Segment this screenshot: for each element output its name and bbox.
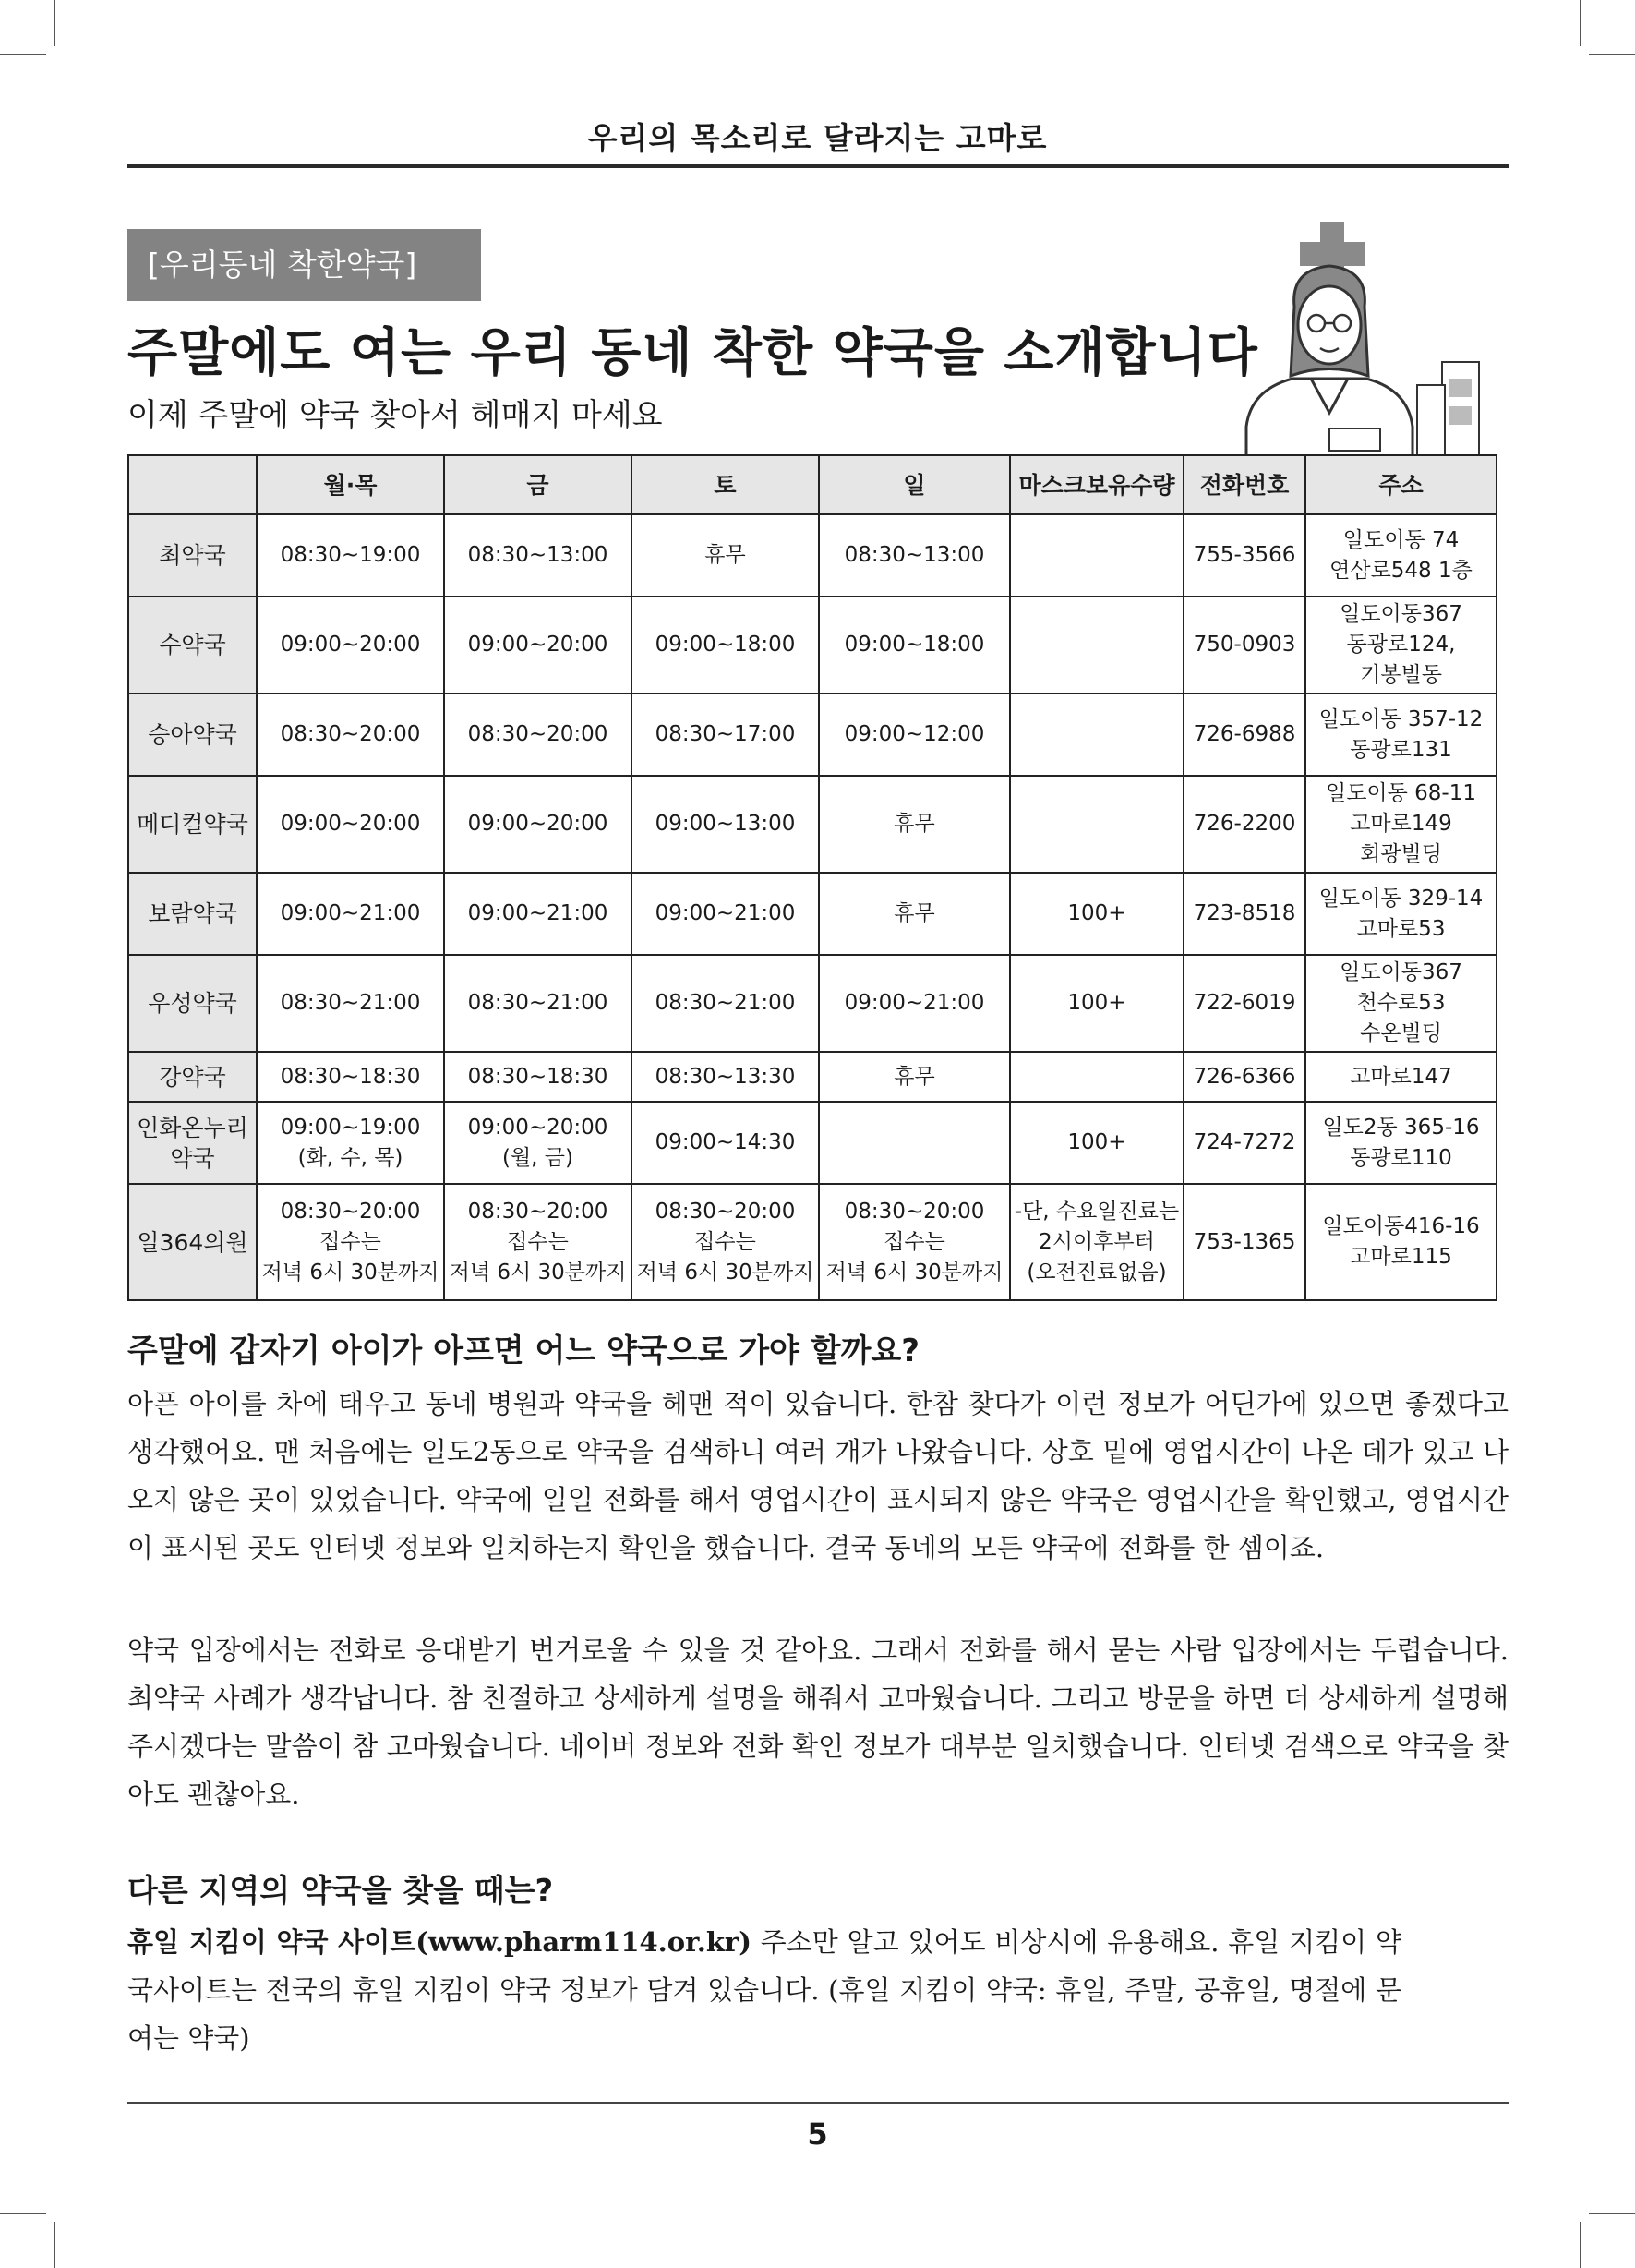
hours-mon-thu: 08:30~20:00 (257, 694, 444, 776)
hours-sat: 휴무 (631, 514, 819, 597)
hours-fri: 09:00~21:00 (444, 873, 631, 955)
hours-sat: 09:00~18:00 (631, 597, 819, 694)
pharmacy-name: 승아약국 (128, 694, 257, 776)
table-header-cell: 마스크보유수량 (1010, 455, 1184, 514)
section-heading: 다른 지역의 약국을 찾을 때는? (127, 1873, 554, 1910)
table-header-cell: 전화번호 (1184, 455, 1305, 514)
hours-mon-thu: 09:00~19:00 (화, 수, 목) (257, 1102, 444, 1184)
footer-rule (127, 2102, 1509, 2104)
address: 일도이동 357-12 동광로131 (1305, 694, 1497, 776)
crop-mark (0, 54, 46, 55)
table-row (128, 1052, 1497, 1102)
address: 일도이동 329-14 고마로53 (1305, 873, 1497, 955)
table-row (128, 776, 1497, 873)
table-row (128, 597, 1497, 694)
crop-mark (1580, 2222, 1581, 2268)
hours-sun: 09:00~18:00 (819, 597, 1010, 694)
mask-stock: 100+ (1010, 955, 1184, 1052)
hours-sun: 08:30~13:00 (819, 514, 1010, 597)
hours-sun: 휴무 (819, 776, 1010, 873)
mask-stock (1010, 1052, 1184, 1102)
hours-sun: 09:00~12:00 (819, 694, 1010, 776)
address: 고마로147 (1305, 1052, 1497, 1102)
address: 일도이동416-16 고마로115 (1305, 1184, 1497, 1300)
phone: 724-7272 (1184, 1102, 1305, 1184)
table-header-row (128, 455, 1497, 514)
hours-sat: 09:00~13:00 (631, 776, 819, 873)
table-row (128, 873, 1497, 955)
hours-sat: 09:00~21:00 (631, 873, 819, 955)
page-headline: 주말에도 여는 우리 동네 착한 약국을 소개합니다 (127, 323, 1258, 383)
pharmacy-name: 보람약국 (128, 873, 257, 955)
hours-sat: 08:30~21:00 (631, 955, 819, 1052)
table-row (128, 1102, 1497, 1184)
mask-stock (1010, 514, 1184, 597)
hours-fri: 08:30~18:30 (444, 1052, 631, 1102)
table-header-cell (128, 455, 257, 514)
pharmacy-name: 최약국 (128, 514, 257, 597)
table-row (128, 514, 1497, 597)
hours-sun (819, 1102, 1010, 1184)
mask-stock: -단, 수요일진료는 2시이후부터 (오전진료없음) (1010, 1184, 1184, 1300)
crop-mark (1589, 54, 1635, 55)
pharmacist-illustration-icon (1237, 214, 1505, 464)
pharmacy-table (127, 454, 1496, 1301)
address: 일도이동 68-11 고마로149 회광빌딩 (1305, 776, 1497, 873)
hours-fri: 08:30~20:00 (444, 694, 631, 776)
running-header: 우리의 목소리로 달라지는 고마로 (587, 120, 1048, 156)
crop-mark (1589, 2213, 1635, 2214)
phone: 722-6019 (1184, 955, 1305, 1052)
hours-fri: 08:30~21:00 (444, 955, 631, 1052)
hours-sat: 08:30~13:30 (631, 1052, 819, 1102)
pharmacy-name: 일364의원 (128, 1184, 257, 1300)
body-paragraph: 휴일 지킴이 약국 사이트(www.pharm114.or.kr) 주소만 알고 있어도 비상시에 유용해요. 휴일 지킴이 약국사이트는 전국의 휴일 지킴이 약국 정보가 담겨 있습니다. (휴일 지킴이 약국: 휴일, 주말, 공휴일, 명절에 문 여는 약국) (127, 1926, 1401, 2054)
mask-stock: 100+ (1010, 1102, 1184, 1184)
hours-fri: 09:00~20:00 (월, 금) (444, 1102, 631, 1184)
hours-mon-thu: 08:30~19:00 (257, 514, 444, 597)
section-heading: 주말에 갑자기 아이가 아프면 어느 약국으로 가야 할까요? (127, 1333, 920, 1369)
section-tag: [우리동네 착한약국] (127, 229, 481, 301)
page-subheadline: 이제 주말에 약국 찾아서 헤매지 마세요 (127, 397, 663, 434)
pharmacy-name: 인화온누리 약국 (128, 1102, 257, 1184)
body-paragraph: 약국 입장에서는 전화로 응대받기 번거로울 수 있을 것 같아요. 그래서 전화를 해서 묻는 사람 입장에서는 두렵습니다. 최약국 사례가 생각납니다. 참 친절하고 상세하게 설명을 해줘서 고마웠습니다. 그리고 방문을 하면 더 상세하게 설명해주시겠다는 말씀이 참 고마웠습니다. 네이버 정보와 전화 확인 정보가 대부분 일치했습니다. 인터넷 검색으로 약국을 찾아도 괜찮아요. (127, 1635, 1509, 1810)
phone: 753-1365 (1184, 1184, 1305, 1300)
crop-mark (54, 0, 55, 46)
mask-stock: 100+ (1010, 873, 1184, 955)
mask-stock (1010, 597, 1184, 694)
body-paragraph: 아픈 아이를 차에 태우고 동네 병원과 약국을 헤맨 적이 있습니다. 한참 찾다가 이런 정보가 어딘가에 있으면 좋겠다고 생각했어요. 맨 처음에는 일도2동으로 약국을 검색하니 여러 개가 나왔습니다. 상호 밑에 영업시간이 나온 데가 있고 나오지 않은 곳이 있었습니다. 약국에 일일 전화를 해서 영업시간이 표시되지 않은 약국은 영업시간을 확인했고, 영업시간이 표시된 곳도 인터넷 정보와 일치하는지 확인을 했습니다. 결국 동네의 모든 약국에 전화를 한 셈이죠. (127, 1388, 1509, 1563)
pharmacy-name: 메디컬약국 (128, 776, 257, 873)
pharmacy-name: 강약국 (128, 1052, 257, 1102)
hours-mon-thu: 09:00~20:00 (257, 776, 444, 873)
table-row (128, 955, 1497, 1052)
address: 일도이동 74 연삼로548 1층 (1305, 514, 1497, 597)
hours-mon-thu: 08:30~20:00 접수는 저녁 6시 30분까지 (257, 1184, 444, 1300)
hours-fri: 08:30~13:00 (444, 514, 631, 597)
phone: 750-0903 (1184, 597, 1305, 694)
hours-sat: 08:30~20:00 접수는 저녁 6시 30분까지 (631, 1184, 819, 1300)
phone: 723-8518 (1184, 873, 1305, 955)
table-header-cell: 주소 (1305, 455, 1497, 514)
phone: 755-3566 (1184, 514, 1305, 597)
hours-sun: 08:30~20:00 접수는 저녁 6시 30분까지 (819, 1184, 1010, 1300)
pharmacy-name: 우성약국 (128, 955, 257, 1052)
table-row (128, 694, 1497, 776)
table-header-cell: 토 (631, 455, 819, 514)
crop-mark (1580, 0, 1581, 46)
page-number: 5 (807, 2117, 828, 2152)
hours-mon-thu: 08:30~18:30 (257, 1052, 444, 1102)
hours-sun: 휴무 (819, 873, 1010, 955)
hours-fri: 08:30~20:00 접수는 저녁 6시 30분까지 (444, 1184, 631, 1300)
phone: 726-6366 (1184, 1052, 1305, 1102)
hours-fri: 09:00~20:00 (444, 597, 631, 694)
hours-sat: 08:30~17:00 (631, 694, 819, 776)
hours-mon-thu: 09:00~20:00 (257, 597, 444, 694)
address: 일도이동367 천수로53 수온빌딩 (1305, 955, 1497, 1052)
pharmacy-name: 수약국 (128, 597, 257, 694)
hours-mon-thu: 08:30~21:00 (257, 955, 444, 1052)
mask-stock (1010, 694, 1184, 776)
address: 일도2동 365-16 동광로110 (1305, 1102, 1497, 1184)
hours-sun: 09:00~21:00 (819, 955, 1010, 1052)
hours-fri: 09:00~20:00 (444, 776, 631, 873)
phone: 726-2200 (1184, 776, 1305, 873)
table-header-cell: 일 (819, 455, 1010, 514)
phone: 726-6988 (1184, 694, 1305, 776)
table-header-cell: 월·목 (257, 455, 444, 514)
address: 일도이동367 동광로124, 기봉빌동 (1305, 597, 1497, 694)
crop-mark (0, 2213, 46, 2214)
crop-mark (54, 2222, 55, 2268)
hours-sat: 09:00~14:30 (631, 1102, 819, 1184)
mask-stock (1010, 776, 1184, 873)
hours-mon-thu: 09:00~21:00 (257, 873, 444, 955)
table-row (128, 1184, 1497, 1300)
table-header-cell: 금 (444, 455, 631, 514)
header-rule (127, 164, 1509, 168)
site-name-bold: 휴일 지킴이 약국 사이트(www.pharm114.or.kr) (127, 1926, 751, 1958)
hours-sun: 휴무 (819, 1052, 1010, 1102)
